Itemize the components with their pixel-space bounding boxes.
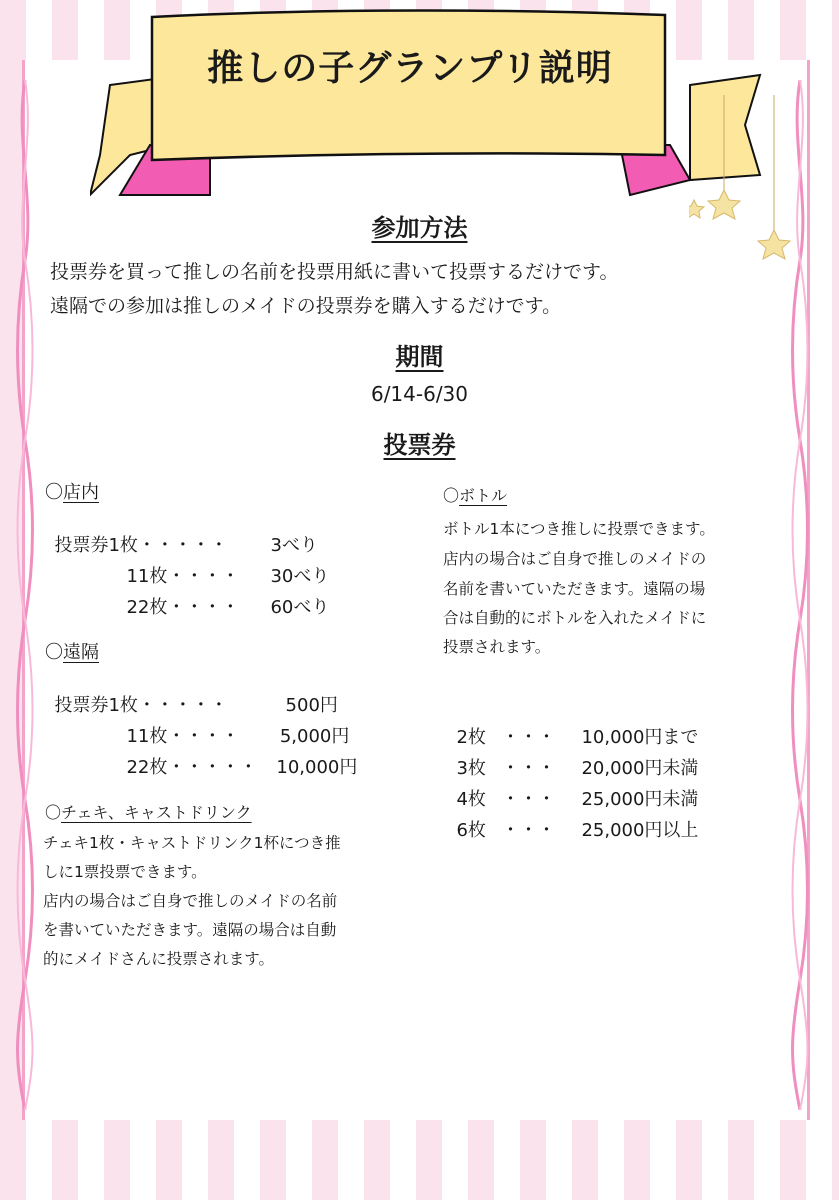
remote-label: 遠隔 [63, 642, 99, 663]
cheki-line-1: チェキ1枚・キャストドリンク1杯につき推 [43, 834, 341, 852]
cheki-label: チェキ、キャストドリンク [61, 803, 252, 822]
remote-row-3-dots: ・・・・・ [167, 757, 258, 778]
period-heading: 期間 [395, 343, 444, 371]
period-value: 6/14-6/30 [370, 382, 469, 406]
bottle-row-4-price: 25,000円以上 [581, 820, 699, 841]
remote-row-2-price: 5,000円 [279, 726, 350, 747]
circle-mark-icon: 〇 [45, 642, 63, 663]
store-row-3-dots: ・・・・ [167, 597, 240, 618]
store-row-3-count: 22枚 [126, 597, 168, 618]
method-heading: 参加方法 [371, 214, 468, 242]
remote-row-3 [115, 732, 357, 779]
cheki-line-5: 的にメイドさんに投票されます。 [43, 950, 274, 968]
remote-row-1-dots: ・・・・・ [137, 695, 228, 716]
bottle-row-1-dots: ・・・ [501, 727, 556, 748]
remote-row-1-count: 投票券1枚 [54, 695, 138, 716]
bottle-row-1-count: 2枚 [456, 727, 486, 748]
circle-mark-icon: 〇 [45, 482, 63, 503]
bottle-row-2-count: 3枚 [456, 758, 486, 779]
title-ribbon-banner [90, 5, 770, 200]
store-row-1-price: 3べり [270, 535, 318, 556]
store-row-2-dots: ・・・・ [167, 566, 240, 587]
bottle-label: ボトル [459, 486, 508, 505]
page-title: 推しの子グランプリ説明 [207, 48, 613, 89]
store-section-title [45, 478, 99, 504]
bottle-row-1-price: 10,000円まで [581, 727, 699, 748]
cheki-line-2: しに1票投票できます。 [43, 863, 207, 881]
bottle-row-4-count: 6枚 [456, 820, 486, 841]
cheki-section-title [45, 800, 252, 823]
store-row-3-price: 60べり [270, 597, 330, 618]
tickets-heading: 投票券 [383, 431, 456, 459]
remote-row-2-dots: ・・・・ [167, 726, 240, 747]
bottle-line-4: 合は自動的にボトルを入れたメイドに [443, 609, 707, 627]
store-row-2-count: 11枚 [126, 566, 168, 587]
bottle-row-2-price: 20,000円未満 [581, 758, 699, 779]
store-row-2-price: 30べり [270, 566, 330, 587]
remote-row-3-price: 10,000円 [276, 757, 358, 778]
bottle-line-3: 名前を書いていただきます。遠隔の場 [443, 580, 706, 598]
bottle-row-2-dots: ・・・ [501, 758, 556, 779]
store-row-1-count: 投票券1枚 [54, 535, 138, 556]
circle-mark-icon: 〇 [443, 486, 460, 505]
cheki-line-4: を書いていただきます。遠隔の場合は自動 [43, 921, 337, 939]
bottle-row-4-dots: ・・・ [501, 820, 556, 841]
bottle-line-2: 店内の場合はご自身で推しのメイドの [443, 550, 707, 568]
bottle-section-title [443, 483, 507, 506]
store-label: 店内 [63, 482, 99, 503]
bottle-row-3-count: 4枚 [456, 789, 486, 810]
method-line-1: 投票券を買って推しの名前を投票用紙に書いて投票するだけです。 [50, 261, 619, 283]
store-row-1-dots: ・・・・・ [137, 535, 228, 556]
bottle-row-3-price: 25,000円未満 [581, 789, 699, 810]
method-line-2: 遠隔での参加は推しのメイドの投票券を購入するだけです。 [50, 295, 562, 317]
remote-row-1-price: 500円 [285, 695, 338, 716]
bottle-row-3-dots: ・・・ [501, 789, 556, 810]
remote-row-3-count: 22枚 [126, 757, 168, 778]
circle-mark-icon: 〇 [45, 803, 62, 822]
bottle-row-4 [445, 795, 698, 842]
remote-section-title [45, 638, 99, 664]
remote-row-2-count: 11枚 [126, 726, 168, 747]
cheki-line-3: 店内の場合はご自身で推しのメイドの名前 [43, 892, 338, 910]
bottle-line-1: ボトル1本につき推しに投票できます。 [443, 520, 715, 538]
bottle-line-5: 投票されます。 [443, 638, 551, 656]
store-row-3 [115, 572, 329, 619]
